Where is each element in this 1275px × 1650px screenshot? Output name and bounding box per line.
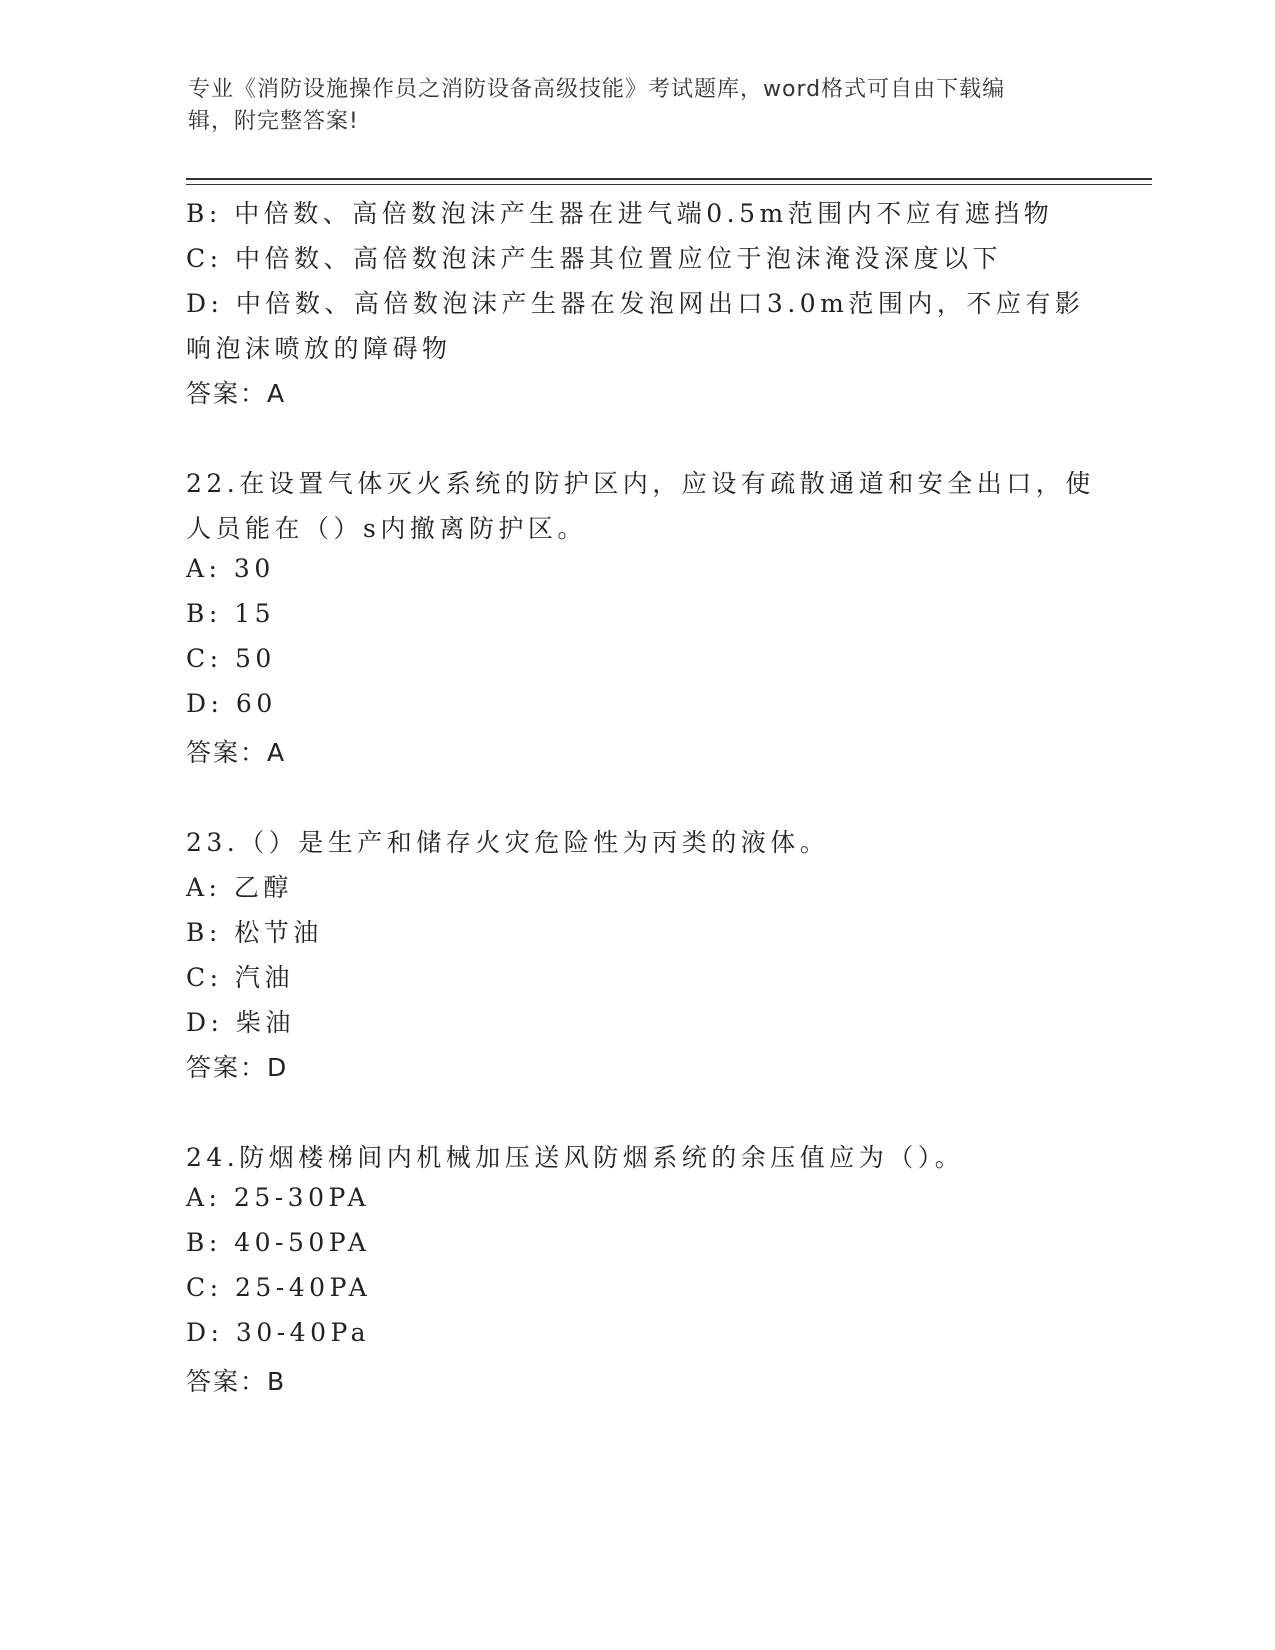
option-a: A: 25-30PA [186,1183,371,1212]
option-b: B: 15 [186,599,276,628]
question-stem-line-1: 22.在设置气体灭火系统的防护区内，应设有疏散通道和安全出口，使 [186,469,1095,498]
document-header [188,74,1088,138]
question-stem-line-2: 人员能在（）s内撤离防护区。 [186,514,587,543]
option-b: B: 松节油 [186,918,323,947]
option-d: D: 柴油 [186,1008,295,1037]
option-c: C: 中倍数、高倍数泡沫产生器其位置应位于泡沫淹没深度以下 [186,244,1003,273]
answer: 答案：A [186,379,287,408]
option-b: B: 中倍数、高倍数泡沫产生器在进气端0.5m范围内不应有遮挡物 [186,199,1054,228]
option-d-line-1: D: 中倍数、高倍数泡沫产生器在发泡网出口3.0m范围内，不应有影 [186,289,1085,318]
option-d: D: 60 [186,689,277,718]
option-a: A: 30 [186,554,275,583]
header-line-2: 辑，附完整答案! [188,109,359,134]
question-stem: 24.防烟楼梯间内机械加压送风防烟系统的余压值应为（）。 [186,1143,965,1172]
option-c: C: 25-40PA [186,1273,372,1302]
header-divider-top [186,178,1152,180]
question-stem: 23.（）是生产和储存火灾危险性为丙类的液体。 [186,828,830,857]
answer: 答案：D [186,1053,289,1082]
answer: 答案：A [186,738,287,767]
header-divider-bottom [186,184,1152,185]
header-line-1: 专业《消防设施操作员之消防设备高级技能》考试题库，word格式可自由下载编 [188,77,1006,102]
answer: 答案：B [186,1367,287,1396]
option-c: C: 50 [186,644,276,673]
option-b: B: 40-50PA [186,1228,371,1257]
option-d-line-2: 响泡沫喷放的障碍物 [186,334,452,363]
option-d: D: 30-40Pa [186,1318,371,1347]
option-a: A: 乙醇 [186,873,293,902]
option-c: C: 汽油 [186,963,294,992]
